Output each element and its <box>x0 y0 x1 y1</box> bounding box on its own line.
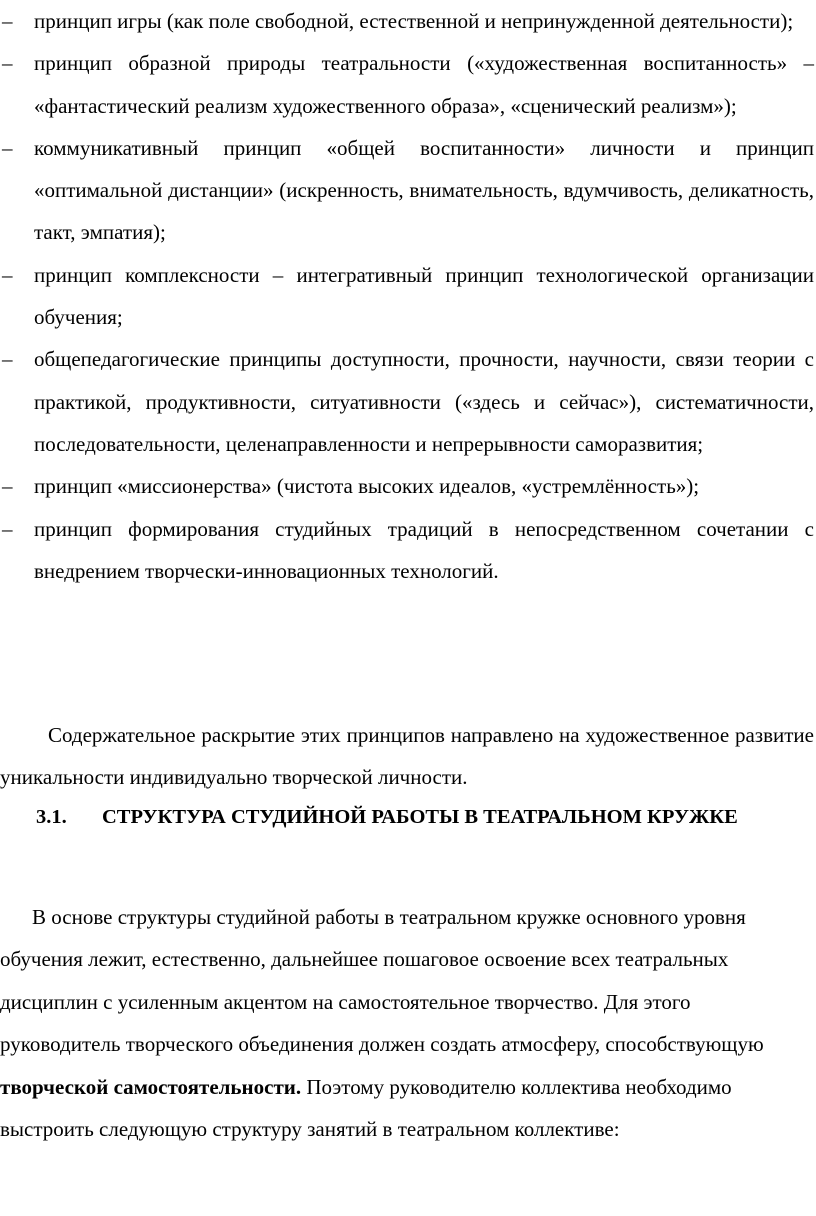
list-item <box>0 338 814 465</box>
list-item <box>0 127 814 254</box>
section-number: 3.1. <box>36 806 67 828</box>
list-bullet: – <box>2 347 13 372</box>
list-bullet: – <box>2 474 13 499</box>
list-item-text: принцип образной природы театральности («художественная воспитанность» – «фантастический реализм художественного образа», «сценический реализм»); <box>34 51 814 118</box>
list-item-text: принцип игры (как поле свободной, естественной и непринужденной деятельности); <box>34 9 794 33</box>
list-item <box>0 465 814 507</box>
body-text-start: В основе структуры студийной работы в театральном кружке основного уровня обучения лежит, естественно, дальнейшее пошаговое освоение всех театральных дисциплин с усиленным акцентом на самостоятельное творчество. Для этого руководитель творческого объединения должен создать атмосферу, способствующую <box>0 905 764 1057</box>
list-item <box>0 254 814 339</box>
list-bullet: – <box>2 9 13 33</box>
principles-list <box>0 0 816 592</box>
section-title: СТРУКТУРА СТУДИЙНОЙ РАБОТЫ В ТЕАТРАЛЬНОМ КРУЖКЕ <box>102 806 738 828</box>
body-paragraph <box>0 896 800 1150</box>
body-text-end: Поэтому руководителю коллектива необходимо выстроить следующую структуру занятий в театральном коллективе: <box>0 1074 732 1142</box>
summary-paragraph: Содержательное раскрытие этих принципов направлено на художественное развитие уникальности индивидуально творческой личности. <box>0 723 814 790</box>
list-bullet: – <box>2 262 13 287</box>
list-item-text: принцип формирования студийных традиций в непосредственном сочетании с внедрением творчески-инновационных технологий. <box>34 516 814 583</box>
list-bullet: – <box>2 51 13 76</box>
list-item-text: коммуникативный принцип «общей воспитанности» личности и принцип «оптимальной дистанции» (искренность, внимательность, вдумчивость, деликатность, такт, эмпатия); <box>34 135 814 245</box>
body-bold-text: творческой самостоятельности. <box>0 1074 302 1099</box>
list-bullet: – <box>2 135 13 160</box>
list-item <box>0 42 814 127</box>
list-item-text: общепедагогические принципы доступности, прочности, научности, связи теории с практикой, продуктивности, ситуативности («здесь и сейчас»), систематичности, последовательности, целенаправленности и непрерывности саморазвития; <box>34 347 814 456</box>
list-item-text: принцип комплексности – интегративный принцип технологической организации обучения; <box>34 262 814 330</box>
list-item-text: принцип «миссионерства» (чистота высоких идеалов, «устремлённость»); <box>34 474 700 499</box>
section-heading <box>36 796 796 838</box>
list-bullet: – <box>2 516 13 541</box>
list-item <box>0 0 814 42</box>
list-item <box>0 508 814 593</box>
